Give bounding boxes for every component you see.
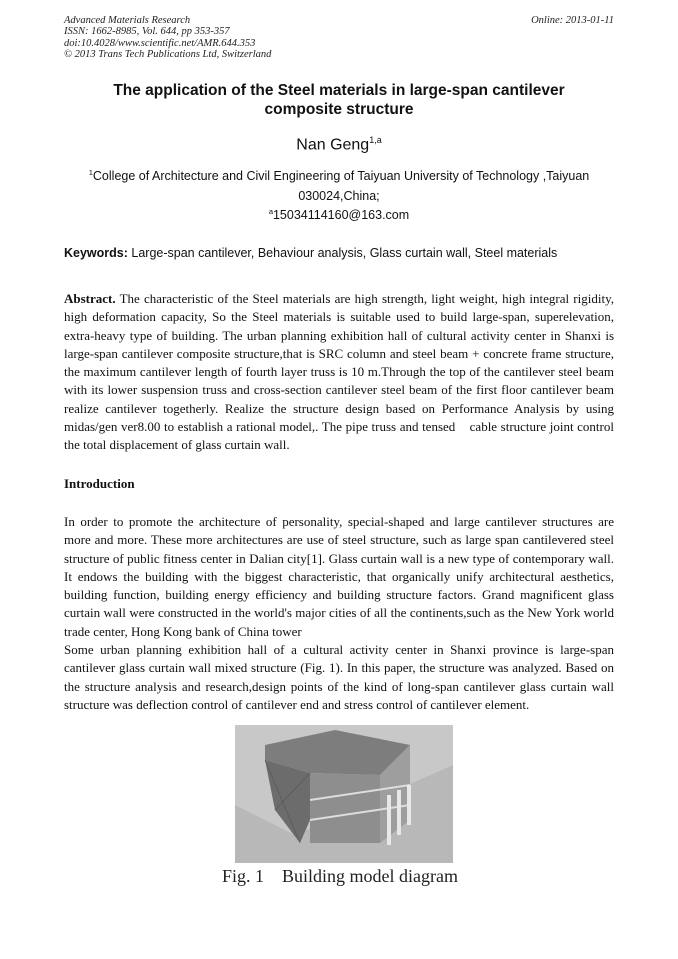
building-model-figure: [235, 725, 453, 863]
building-model-image: [235, 725, 453, 863]
title-line: The application of the Steel materials in large-span cantilever: [113, 82, 565, 99]
email: [0, 207, 678, 222]
keywords-text: Large-span cantilever, Behaviour analysis, Glass curtain wall, Steel materials: [127, 246, 558, 260]
affil-line: College of Architecture and Civil Engineering of Taiyuan University of Technology ,Taiyuan: [92, 169, 590, 184]
section-heading: Introduction: [64, 476, 135, 491]
doi: doi:10.4028/www.scientific.net/AMR.644.353: [64, 37, 256, 49]
affiliation: [64, 163, 614, 206]
author-sup: 1,a: [369, 135, 382, 145]
email-text: 15034114160@163.com: [272, 208, 410, 223]
introduction-body: [64, 513, 614, 714]
copyright: © 2013 Trans Tech Publications Ltd, Switzerland: [64, 48, 272, 60]
paper-title: [64, 82, 614, 119]
title-line: composite structure: [264, 100, 414, 118]
journal-name: Advanced Materials Research: [64, 15, 191, 26]
figure-caption: Fig. 1 Building model diagram: [222, 866, 458, 886]
keywords-label: Keywords:: [64, 246, 128, 260]
paragraph: Some urban planning exhibition hall of a cultural activity center in Shanxi province is large-span cantilever glass curtain wall mixed structure (Fig. 1). In this paper, the structure was analyzed. Based on the structure analysis and research,design points of the kind of long-span cantilever glass curtain wall structure was deflection control of cantilever end and stress control of cantilever element.: [64, 642, 614, 712]
paragraph: In order to promote the architecture of personality, special-shaped and large cantilever structures are more and more. These more architectures are use of steel structure, such as large span cantilevered steel structure of public fitness center in Dalian city[1]. Glass curtain wall is a new type of contemporary wall. It endows the building with the biggest characteristic, that organically unify architectural aesthetics, building function, building energy efficiency and building structure factors. Grand magnificent glass curtain wall were constructed in the world's major cities of all the continents,such as the New York world trade center, Hong Kong bank of China tower: [64, 514, 614, 639]
abstract-label: Abstract.: [64, 291, 116, 306]
online-date: Online: 2013-01-11: [531, 15, 614, 26]
abstract: [64, 290, 618, 455]
author: [0, 135, 678, 154]
email-sup: a: [268, 207, 273, 216]
affil-sup: 1: [88, 168, 93, 177]
author-name: Nan Geng: [296, 136, 370, 154]
keywords: [64, 246, 557, 260]
affil-line: 030024,China;: [298, 189, 380, 204]
abstract-text: The characteristic of the Steel materials are high strength, light weight, high integral rigidity, high deformation capacity, So the Steel materials is suitable used to build large-span, superelevation, extra-heavy type of building. The urban planning exhibition hall of cultural activity center in Shanxi is large-span cantilever composite structure,that is SRC column and steel beam + concrete frame structure, the maximum cantilever length of fourth layer truss is 10 m.Through the top of the cantilever steel beam with its lower suspension truss and cross-section cantilever steel beam of the first floor cantilever beam realize cantilever togetherly. Realize the structure design based on Performance Analysis by using midas/gen ver8.00 to establish a rational model,. The pipe truss and tensed cable structure joint control the total displacement of glass curtain wall.: [64, 291, 618, 453]
journal-header: [64, 15, 271, 60]
issn: ISSN: 1662-8985, Vol. 644, pp 353-357: [64, 26, 230, 38]
